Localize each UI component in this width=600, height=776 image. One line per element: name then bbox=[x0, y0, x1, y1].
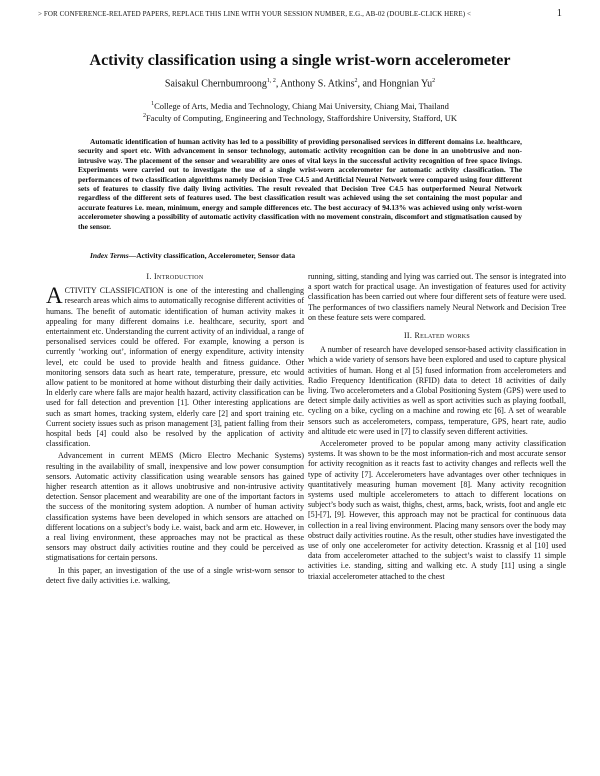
paper-title: Activity classification using a single wrist-worn accelerometer bbox=[89, 52, 511, 69]
paragraph: Accelerometer proved to be popular among many activity classification systems. It was shown to be the most information-rich and most accurate sensor for activity recognition as it reacts fast to activity changes and reflects well the type of activity [7]. Accelerometers have advantages over other techniques in quantitatively measuring human movement [8]. Many activity recognition systems used multiple accelerometers to attach to different locations on subject’s body such as waist, thighs, chest, arms, back, wrists, foot and angle etc [5]-[7], [9]. However, this approach may not be practical for continuous data collection in a real living environment. Placing many sensors over the body may obstruct daily activities routine. As the result, other studies have investigated the use of only one accelerometer for activity detection. Krassnig et al [10] used data from accelerometer attached to the subject’s waist to classify 11 simple activities i.e. standing, sitting and walking etc. A study [11] using a single triaxial accelerometer attached to the chest bbox=[308, 439, 566, 581]
author-name: Saisakul Chernbumroong bbox=[164, 78, 267, 90]
affil-mark: 2 bbox=[142, 113, 146, 120]
index-terms-label: Index Terms bbox=[90, 251, 129, 260]
author-name: Anthony S. Atkins bbox=[280, 78, 355, 90]
index-terms-text: —Activity classification, Accelerometer, Sensor data bbox=[128, 251, 296, 260]
affil-text: Faculty of Computing, Engineering and Technology, Staffordshire University, Stafford, UK bbox=[145, 113, 458, 123]
drop-cap: A bbox=[46, 283, 63, 309]
paragraph bbox=[46, 283, 304, 449]
author-name: Hongnian Yu bbox=[379, 78, 433, 90]
right-column bbox=[308, 272, 566, 584]
abstract: Automatic identification of human activity has led to a possibility of providing personalised services in different domains i.e. healthcare, security and sport etc. With advancement in sensor technology, automatic activity recognition can be done in an unobtrusive and non-intrusive way. The placement of the sensor and wearability are ones of vital keys in the successful activity recognition of free space livings. Experiments were carried out to investigate the use of a single wrist-worn accelerometer for automatic activity classification. The performances of two classification algorithms namely Decision Tree C4.5 and Artificial Neural Network were compared using four different sets of features to classify five daily living activities. The result revealed that Decision Tree C4.5 has outperformed Neural Network regardless of the different sets of features used. The best classification result was achieved using the set containing the most popular and accurate features i.e. mean, minimum, energy and sample differences etc. The best accuracy of 94.13% was achieved using only wrist-worn accelerometer showing a possibility of automatic activity classification with no movement constrain, discomfort and stigmatisation caused by the sensor. bbox=[78, 137, 522, 231]
author-separator: , and bbox=[357, 78, 380, 90]
author-affil-mark: 2 bbox=[432, 78, 436, 84]
author-affil-mark: 2 bbox=[354, 78, 358, 84]
author-affil-mark: 1, 2 bbox=[266, 78, 276, 84]
author-line bbox=[0, 78, 600, 89]
header-note: > FOR CONFERENCE-RELATED PAPERS, REPLACE THIS LINE WITH YOUR SESSION NUMBER, E.G., AB-02 (DOUBLE-CLICK HERE) < bbox=[38, 10, 472, 18]
paragraph: running, sitting, standing and lying was carried out. The sensor is integrated into a sport watch for practical usage. An investigation of features used for activity classification has been carried out where four different sets of feature were used. The performances of two classifiers namely Neural Network and Decision Tree on these feature sets were compared. bbox=[308, 272, 566, 322]
author-separator: , bbox=[275, 78, 281, 90]
affiliation bbox=[0, 113, 600, 123]
page-number: 1 bbox=[556, 8, 562, 19]
paragraph: A number of research have developed sensor-based activity classification in which a wide variety of sensors have been explored and used to capture physical activities of human. Hong et al [5] fused information from accelerometers and Radio Frequency Identification (RFID) data to detect 18 activities of daily living. Two accelerometers and a Global Positioning System (GPS) were used to detect simple daily activities as well as sport activities such as playing football, cycling on a bike, cycling on a machine and rowing etc [6]. A set of wearable sensors such as accelerometers, compass, temperature, GPS, heart rate, audio and altitude etc were used in [7] to classify seven different activities. bbox=[308, 345, 566, 436]
paragraph: Advancement in current MEMS (Micro Electro Mechanic Systems) resulting in the availability of small, inexpensive and low power consumption sensors. Automatic activity classification using wearable sensors has gained higher research attention as it allows unobtrusive and non-intrusive activity detection. Sensor placement and wearability are one of the important factors in the success of the monitoring system adoption. A number of human activity classification systems have been developed in which sensors are attached on different locations on a subject’s body i.e. waist, back and arm etc. However, in a real living environment, these approaches may not be practical as these sensors may obstruct daily activities routine and they could be perceived as stigmatisations for certain persons. bbox=[46, 451, 304, 563]
index-terms bbox=[78, 251, 522, 260]
left-column bbox=[46, 272, 304, 588]
affil-text: College of Arts, Media and Technology, Chiang Mai University, Chiang Mai, Thailand bbox=[154, 101, 449, 111]
affiliation bbox=[0, 101, 600, 111]
paragraph-text: CTIVITY CLASSIFICATION is one of the interesting and challenging research areas which aims to automatically recognise different activities of humans. The benefit of automatic identification of human activity makes it appealing for many different domains i.e. healthcare, security, sport and entertainment etc. Understanding the current activity of an individual, a range of personalised services could be offered. For example, knowing a person is currently ‘working out’, information of energy expenditure, activity intensity level, etc could be used to provide health and fitness guidance. Other monitoring sensors data such as heart rate, temperature, pressure, etc would allow patient to be monitored at home without disturbing their daily activities. In elderly care where falls are major health hazard, activity classification can be used for fall detection and prevention [1]. Other interesting applications are such as smart homes, tracking system, elderly care [2] and sport training etc. Current society issues such as prison management [3], patient falling from their hospital beds [4] could also be resolved by the application of activity classification. bbox=[46, 286, 304, 449]
paragraph: In this paper, an investigation of the use of a single wrist-worn sensor to detect five daily activities i.e. walking, bbox=[46, 565, 304, 585]
affil-mark: 1 bbox=[151, 101, 155, 108]
section-heading-introduction: I. Introduction bbox=[146, 272, 204, 281]
section-heading-related-works: II. Related works bbox=[403, 331, 471, 341]
running-header bbox=[38, 10, 562, 18]
